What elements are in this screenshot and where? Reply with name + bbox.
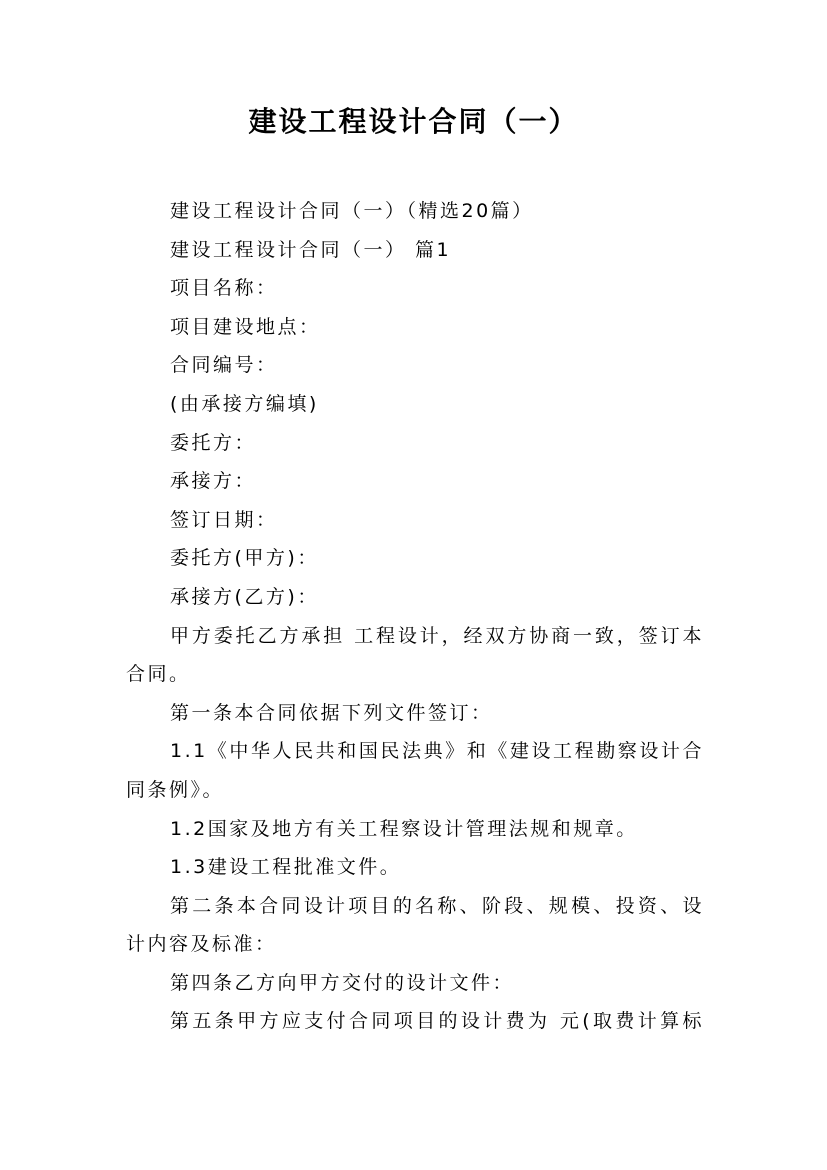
paragraph: 委托方(甲方)： <box>170 547 319 570</box>
paragraph: 项目建设地点： <box>170 315 321 338</box>
paragraph: 甲方委托乙方承担 工程设计，经双方协商一致，签订本合同。 <box>126 624 704 686</box>
paragraph: 承接方： <box>170 470 257 493</box>
paragraph: 签订日期： <box>170 508 278 531</box>
paragraph: 委托方： <box>170 431 257 454</box>
paragraph: 第五条甲方应支付合同项目的设计费为 元(取费计算标 <box>170 1010 704 1033</box>
paragraph: 建设工程设计合同（一）（精选20篇） <box>170 200 534 222</box>
paragraph: 1.3建设工程批准文件。 <box>170 856 402 879</box>
paragraph: 合同编号： <box>170 354 278 377</box>
paragraph: 建设工程设计合同（一） 篇1 <box>170 238 452 261</box>
paragraph: 1.2国家及地方有关工程察设计管理法规和规章。 <box>170 817 638 840</box>
paragraph: 承接方(乙方)： <box>170 585 319 608</box>
document-body <box>126 192 704 1041</box>
paragraph: 项目名称： <box>170 277 278 300</box>
document-title: 建设工程设计合同（一） <box>248 105 579 138</box>
paragraph: 第一条本合同依据下列文件签订： <box>170 701 493 724</box>
paragraph: 第四条乙方向甲方交付的设计文件： <box>170 971 515 994</box>
paragraph: 第二条本合同设计项目的名称、阶段、规模、投资、设计内容及标准： <box>126 894 704 956</box>
paragraph: (由承接方编填) <box>170 392 319 415</box>
paragraph: 1.1《中华人民共和国民法典》和《建设工程勘察设计合同条例》。 <box>126 740 704 801</box>
